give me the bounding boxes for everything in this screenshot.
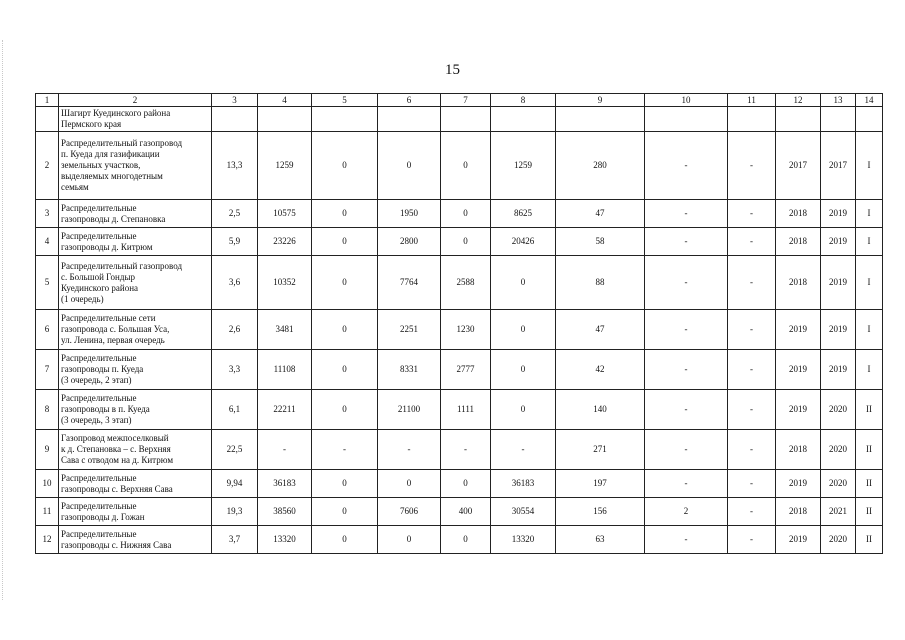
table-cell: 400 (441, 498, 491, 526)
column-header: 11 (728, 94, 776, 107)
table-cell: 22211 (258, 390, 312, 430)
column-header: 1 (36, 94, 59, 107)
table-cell (728, 107, 776, 132)
table-cell (556, 107, 645, 132)
table-cell: II (856, 430, 883, 470)
table-cell: 13320 (491, 526, 556, 554)
table-cell: 0 (312, 310, 378, 350)
object-name-cell: Распределительные сети газопровода с. Большая Уса, ул. Ленина, первая очередь (59, 310, 212, 350)
table-cell (212, 107, 258, 132)
table-cell: 2019 (821, 350, 856, 390)
table-row (36, 132, 883, 200)
table-cell: - (728, 430, 776, 470)
table-cell: - (728, 350, 776, 390)
table-cell: 2,6 (212, 310, 258, 350)
table-cell: 11108 (258, 350, 312, 390)
column-header: 4 (258, 94, 312, 107)
table-cell: 2019 (821, 256, 856, 310)
table-cell: 2018 (776, 228, 821, 256)
table-cell: 2800 (378, 228, 441, 256)
table-cell: 2019 (821, 310, 856, 350)
page-margin-marks (2, 40, 4, 600)
table-cell (36, 107, 59, 132)
table-cell: 13320 (258, 526, 312, 554)
table-row (36, 310, 883, 350)
table-cell: 0 (491, 256, 556, 310)
table-cell: II (856, 498, 883, 526)
table-cell (776, 107, 821, 132)
table-row (36, 107, 883, 132)
table-cell: - (728, 200, 776, 228)
table-cell: - (378, 430, 441, 470)
table-cell: 197 (556, 470, 645, 498)
table-cell: 2251 (378, 310, 441, 350)
table-cell: 8625 (491, 200, 556, 228)
table-cell (856, 107, 883, 132)
table-cell: 1111 (441, 390, 491, 430)
column-header: 12 (776, 94, 821, 107)
table-cell: 10 (36, 470, 59, 498)
table-cell: - (728, 498, 776, 526)
table-cell: 0 (312, 390, 378, 430)
table-cell: 2019 (776, 526, 821, 554)
table-cell: 0 (312, 350, 378, 390)
table-cell: 1950 (378, 200, 441, 228)
table-cell: 2588 (441, 256, 491, 310)
table-cell: - (491, 430, 556, 470)
table-cell: I (856, 200, 883, 228)
table-cell: 47 (556, 310, 645, 350)
table-cell: 10575 (258, 200, 312, 228)
table-cell: 2,5 (212, 200, 258, 228)
table-row (36, 390, 883, 430)
column-header: 9 (556, 94, 645, 107)
column-header: 10 (645, 94, 728, 107)
table-cell: - (258, 430, 312, 470)
column-header: 8 (491, 94, 556, 107)
table-cell: - (645, 526, 728, 554)
object-name-cell: Распределительные газопроводы д. Степановка (59, 200, 212, 228)
table-row (36, 470, 883, 498)
table-cell: - (728, 526, 776, 554)
object-name-cell: Распределительные газопроводы с. Верхняя Сава (59, 470, 212, 498)
table-cell: 2019 (821, 200, 856, 228)
table-cell: 88 (556, 256, 645, 310)
table-cell: 2 (36, 132, 59, 200)
table-body (36, 107, 883, 554)
table-cell: 20426 (491, 228, 556, 256)
table-row (36, 200, 883, 228)
table-cell: - (728, 256, 776, 310)
table-cell: 3,6 (212, 256, 258, 310)
table-cell: 10352 (258, 256, 312, 310)
table-cell: 2017 (821, 132, 856, 200)
table-cell: 9 (36, 430, 59, 470)
table-cell: 42 (556, 350, 645, 390)
table-cell: - (645, 350, 728, 390)
table-cell: 2 (645, 498, 728, 526)
table-cell: - (441, 430, 491, 470)
table-cell: - (645, 228, 728, 256)
page-number: 15 (445, 62, 460, 78)
table-cell: I (856, 256, 883, 310)
object-name-cell: Распределительные газопроводы д. Гожан (59, 498, 212, 526)
table-cell: 2017 (776, 132, 821, 200)
table-cell: 2019 (776, 350, 821, 390)
column-header: 14 (856, 94, 883, 107)
table-row (36, 498, 883, 526)
table-cell: 0 (378, 132, 441, 200)
table-cell: 2019 (821, 228, 856, 256)
table-cell: 0 (441, 470, 491, 498)
table-cell: I (856, 228, 883, 256)
table-cell: 0 (312, 498, 378, 526)
table-cell: 0 (312, 228, 378, 256)
table-cell (491, 107, 556, 132)
table-cell: 5,9 (212, 228, 258, 256)
table-cell: - (645, 132, 728, 200)
table-cell: - (728, 310, 776, 350)
table-cell: 0 (491, 310, 556, 350)
table-cell: II (856, 470, 883, 498)
table-cell: 0 (491, 350, 556, 390)
table-cell: - (645, 310, 728, 350)
table-cell: 30554 (491, 498, 556, 526)
table-cell: 2020 (821, 430, 856, 470)
table-cell: 2020 (821, 470, 856, 498)
table-cell: 11 (36, 498, 59, 526)
table-cell: 8331 (378, 350, 441, 390)
table-cell: 21100 (378, 390, 441, 430)
table-cell: 1259 (258, 132, 312, 200)
column-header: 5 (312, 94, 378, 107)
object-name-cell: Распределительный газопровод п. Куеда для газификации земельных участков, выделяемых многодетным семьям (59, 132, 212, 200)
object-name-cell: Распределительный газопровод с. Большой Гондыр Куединского района (1 очередь) (59, 256, 212, 310)
table-cell: 36183 (491, 470, 556, 498)
table-cell: - (645, 200, 728, 228)
table-cell: 140 (556, 390, 645, 430)
data-table (35, 93, 883, 554)
table-cell: II (856, 526, 883, 554)
table-cell: 3,7 (212, 526, 258, 554)
object-name-cell: Распределительные газопроводы п. Куеда (3 очередь, 2 этап) (59, 350, 212, 390)
table-cell: 6,1 (212, 390, 258, 430)
table-cell: - (312, 430, 378, 470)
table-cell: 2019 (776, 390, 821, 430)
table-cell: - (728, 228, 776, 256)
table-cell: 0 (378, 470, 441, 498)
table-cell: - (728, 132, 776, 200)
table-cell: 5 (36, 256, 59, 310)
table-cell (258, 107, 312, 132)
table-cell: - (728, 390, 776, 430)
table-cell: 0 (312, 256, 378, 310)
table-cell: I (856, 350, 883, 390)
table-cell: 63 (556, 526, 645, 554)
table-cell: 0 (312, 470, 378, 498)
table-cell: 2777 (441, 350, 491, 390)
column-header: 7 (441, 94, 491, 107)
object-name-cell: Газопровод межпоселковый к д. Степановка – с. Верхняя Сава с отводом на д. Китрюм (59, 430, 212, 470)
table-cell: 3481 (258, 310, 312, 350)
table-cell: II (856, 390, 883, 430)
table-cell: 0 (312, 132, 378, 200)
table-cell (441, 107, 491, 132)
table-cell: I (856, 132, 883, 200)
table-cell: - (645, 256, 728, 310)
table-cell: 280 (556, 132, 645, 200)
table-cell: 36183 (258, 470, 312, 498)
table-cell: 2020 (821, 390, 856, 430)
object-name-cell: Шагирт Куединского района Пермского края (59, 107, 212, 132)
table-cell: 6 (36, 310, 59, 350)
table-row (36, 350, 883, 390)
table-cell: 7764 (378, 256, 441, 310)
table-cell: 271 (556, 430, 645, 470)
table-cell: 23226 (258, 228, 312, 256)
column-header: 13 (821, 94, 856, 107)
table-cell: 0 (378, 526, 441, 554)
table-cell: 2021 (821, 498, 856, 526)
table-cell: I (856, 310, 883, 350)
table-cell: 58 (556, 228, 645, 256)
object-name-cell: Распределительные газопроводы д. Китрюм (59, 228, 212, 256)
table-cell: 4 (36, 228, 59, 256)
table-cell: 0 (312, 200, 378, 228)
object-name-cell: Распределительные газопроводы с. Нижняя Сава (59, 526, 212, 554)
table-cell: 0 (312, 526, 378, 554)
table-cell: 3,3 (212, 350, 258, 390)
column-header: 6 (378, 94, 441, 107)
table-row (36, 228, 883, 256)
table-row (36, 430, 883, 470)
table-cell: 7606 (378, 498, 441, 526)
table-cell: 8 (36, 390, 59, 430)
table-cell: 13,3 (212, 132, 258, 200)
table-cell (312, 107, 378, 132)
table-cell: 12 (36, 526, 59, 554)
table-cell (821, 107, 856, 132)
object-name-cell: Распределительные газопроводы в п. Куеда (3 очередь, 3 этап) (59, 390, 212, 430)
table-cell: 0 (441, 228, 491, 256)
table-cell: 3 (36, 200, 59, 228)
table-cell (378, 107, 441, 132)
table-cell: 38560 (258, 498, 312, 526)
table-row (36, 256, 883, 310)
table-row (36, 526, 883, 554)
table-cell: 0 (491, 390, 556, 430)
table-cell: 2018 (776, 498, 821, 526)
table-cell: 1259 (491, 132, 556, 200)
table-cell: 0 (441, 200, 491, 228)
table-cell: 9,94 (212, 470, 258, 498)
table-cell: 2018 (776, 200, 821, 228)
table-cell: 1230 (441, 310, 491, 350)
table-cell: - (645, 390, 728, 430)
table-cell: 7 (36, 350, 59, 390)
table-cell: 19,3 (212, 498, 258, 526)
table-cell: 2018 (776, 430, 821, 470)
header-row (36, 94, 883, 107)
table-cell: 2018 (776, 256, 821, 310)
table-cell (645, 107, 728, 132)
column-header: 3 (212, 94, 258, 107)
table-cell: - (645, 430, 728, 470)
table-cell: - (728, 470, 776, 498)
table-cell: 47 (556, 200, 645, 228)
column-header: 2 (59, 94, 212, 107)
table-cell: 0 (441, 526, 491, 554)
table-cell: 2019 (776, 310, 821, 350)
table-cell: 0 (441, 132, 491, 200)
table-cell: - (645, 470, 728, 498)
table-cell: 156 (556, 498, 645, 526)
table-cell: 2019 (776, 470, 821, 498)
table-cell: 22,5 (212, 430, 258, 470)
table-cell: 2020 (821, 526, 856, 554)
